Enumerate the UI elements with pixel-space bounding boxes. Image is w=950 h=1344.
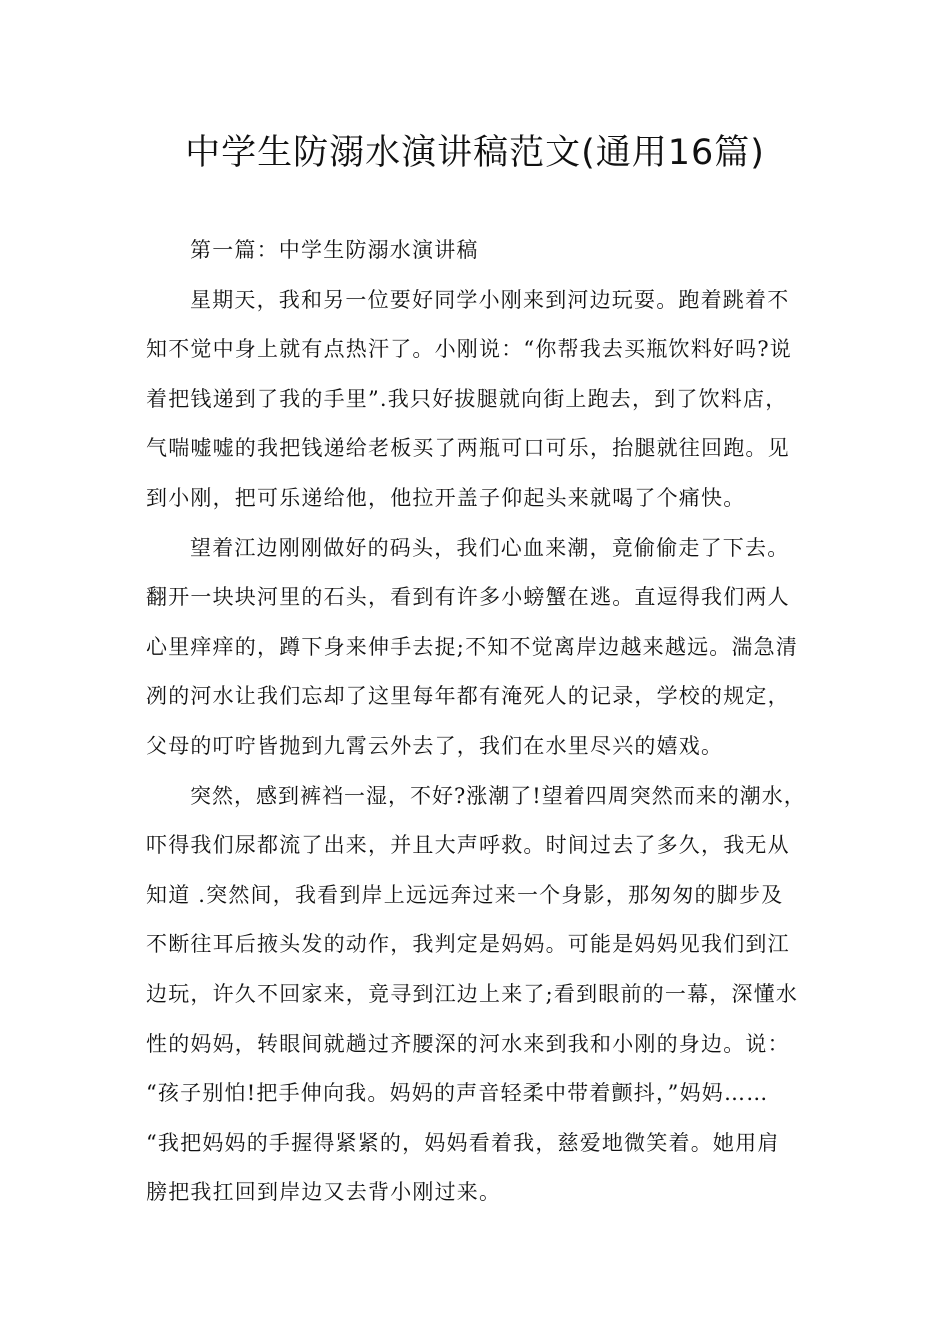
- text-line: “孩子别怕!把手伸向我。妈妈的声音轻柔中带着颤抖，”妈妈……: [146, 1081, 769, 1106]
- text-line: 心里痒痒的，蹲下身来伸手去捉;不知不觉离岸边越来越远。湍急清: [146, 634, 799, 659]
- text-line: 膀把我扛回到岸边又去背小刚过来。: [146, 1180, 502, 1205]
- text-line: 父母的叮咛皆抛到九霄云外去了，我们在水里尽兴的嬉戏。: [146, 733, 724, 758]
- text-line: 突然，感到裤裆一湿，不好?涨潮了!望着四周突然而来的潮水，: [190, 783, 806, 808]
- text-line: 气喘嘘嘘的我把钱递给老板买了两瓶可口可乐，抬腿就往回跑。见: [146, 436, 790, 461]
- text-line: “我把妈妈的手握得紧紧的，妈妈看着我，慈爱地微笑着。她用肩: [146, 1130, 780, 1155]
- text-line: 知不觉中身上就有点热汗了。小刚说：“你帮我去买瓶饮料好吗?说: [146, 337, 792, 362]
- text-line: 着把钱递到了我的手里”.我只好拔腿就向街上跑去，到了饮料店，: [146, 386, 788, 411]
- document-body: [146, 226, 810, 1218]
- document-title: 中学生防溺水演讲稿范文(通用16篇): [185, 133, 765, 173]
- text-line: 边玩，许久不回家来，竟寻到江边上来了;看到眼前的一幕，深懂水: [146, 981, 799, 1006]
- text-line: 翻开一块块河里的石头，看到有许多小螃蟹在逃。直逗得我们两人: [146, 585, 790, 610]
- text-line: 第一篇：中学生防溺水演讲稿: [190, 238, 479, 262]
- text-line: 不断往耳后掖头发的动作，我判定是妈妈。可能是妈妈见我们到江: [146, 932, 790, 957]
- text-line: 冽的河水让我们忘却了这里每年都有淹死人的记录，学校的规定，: [146, 684, 790, 709]
- text-line: 性的妈妈，转眼间就趟过齐腰深的河水来到我和小刚的身边。说：: [146, 1031, 790, 1056]
- text-line: 星期天，我和另一位要好同学小刚来到河边玩耍。跑着跳着不: [190, 287, 790, 312]
- text-line: 知道 .突然间，我看到岸上远远奔过来一个身影，那匆匆的脚步及: [146, 882, 784, 907]
- text-line: 望着江边刚刚做好的码头，我们心血来潮，竟偷偷走了下去。: [190, 535, 790, 560]
- text-line: 到小刚，把可乐递给他，他拉开盖子仰起头来就喝了个痛快。: [146, 485, 746, 510]
- text-line: 吓得我们尿都流了出来，并且大声呼救。时间过去了多久，我无从: [146, 833, 790, 858]
